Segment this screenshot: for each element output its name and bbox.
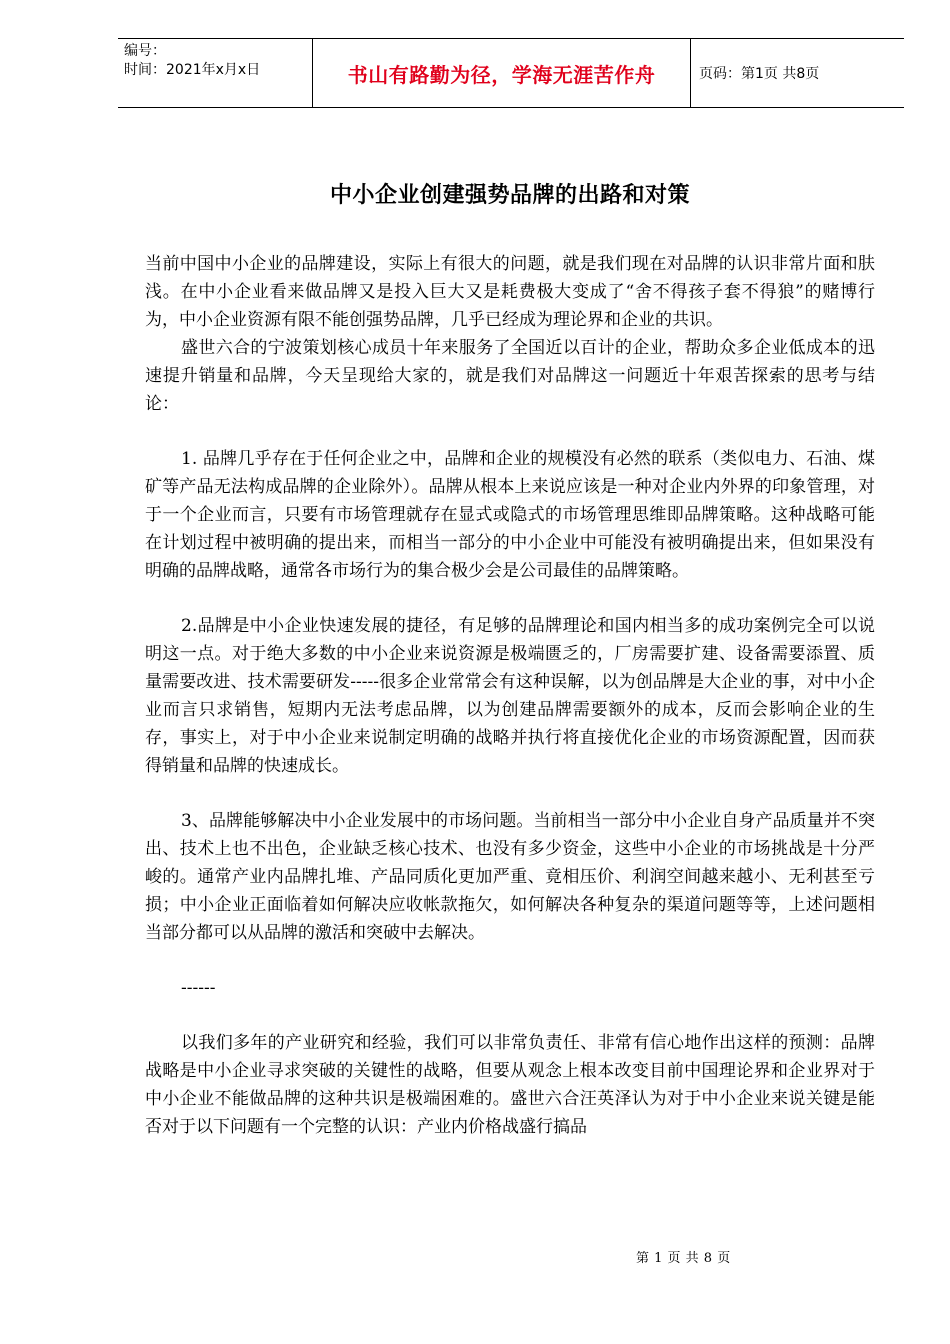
header-motto: 书山有路勤为径，学海无涯苦作舟 bbox=[313, 39, 691, 107]
document-body bbox=[145, 250, 875, 1141]
page-header bbox=[118, 38, 904, 108]
paragraph-point-1: 1. 品牌几乎存在于任何企业之中，品牌和企业的规模没有必然的联系（类似电力、石油、煤矿等产品无法构成品牌的企业除外）。品牌从根本上来说应该是一种对企业内外界的印象管理，对于一个企业而言，只要有市场管理就存在显式或隐式的市场管理思维即品牌策略。这种战略可能在计划过程中被明确的提出来，而相当一部分的中小企业中可能没有被明确提出来，但如果没有明确的品牌战略，通常各市场行为的集合极少会是公司最佳的品牌策略。 bbox=[145, 449, 875, 581]
paragraph-intro: 当前中国中小企业的品牌建设，实际上有很大的问题，就是我们现在对品牌的认识非常片面和肤浅。在中小企业看来做品牌又是投入巨大又是耗费极大变成了“舍不得孩子套不得狼”的赌博行为，中小企业资源有限不能创强势品牌，几乎已经成为理论界和企业的共识。 bbox=[145, 254, 875, 330]
paragraph-background: 盛世六合的宁波策划核心成员十年来服务了全国近以百计的企业，帮助众多企业低成本的迅速提升销量和品牌，今天呈现给大家的，就是我们对品牌这一问题近十年艰苦探索的思考与结论： bbox=[145, 338, 875, 414]
header-meta bbox=[118, 39, 313, 107]
document-time: 时间：2021年x月x日 bbox=[124, 62, 261, 78]
paragraph-conclusion: 以我们多年的产业研究和经验，我们可以非常负责任、非常有信心地作出这样的预测：品牌战略是中小企业寻求突破的关键性的战略，但要从观念上根本改变目前中国理论界和企业界对于中小企业不能做品牌的这种共识是极端困难的。盛世六合汪英泽认为对于中小企业来说关键是能否对于以下问题有一个完整的认识：产业内价格战盛行搞品 bbox=[145, 1033, 875, 1137]
document-title: 中小企业创建强势品牌的出路和对策 bbox=[329, 183, 690, 208]
paragraph-point-2: 2.品牌是中小企业快速发展的捷径，有足够的品牌理论和国内相当多的成功案例完全可以说明这一点。对于绝大多数的中小企业来说资源是极端匮乏的，厂房需要扩建、设备需要添置、质量需要改进、技术需要研发-----很多企业常常会有这种误解，以为创品牌是大企业的事，对中小企业而言只求销售，短期内无法考虑品牌，以为创建品牌需要额外的成本，反而会影响企业的生存，事实上，对于中小企业来说制定明确的战略并执行将直接优化企业的市场资源配置，因而获得销量和品牌的快速成长。 bbox=[145, 616, 875, 776]
page-footer: 第 1 页 共 8 页 bbox=[636, 1251, 731, 1266]
section-separator: ------ bbox=[181, 978, 216, 998]
paragraph-point-3: 3、品牌能够解决中小企业发展中的市场问题。当前相当一部分中小企业自身产品质量并不突出、技术上也不出色，企业缺乏核心技术、也没有多少资金，这些中小企业的市场挑战是十分严峻的。通常产业内品牌扎堆、产品同质化更加严重、竟相压价、利润空间越来越小、无利甚至亏损；中小企业正面临着如何解决应收帐款拖欠，如何解决各种复杂的渠道问题等等，上述问题相当部分都可以从品牌的激活和突破中去解决。 bbox=[145, 811, 875, 943]
document-number: 编号： bbox=[124, 43, 166, 59]
header-page-number: 页码：第1页 共8页 bbox=[699, 66, 820, 82]
